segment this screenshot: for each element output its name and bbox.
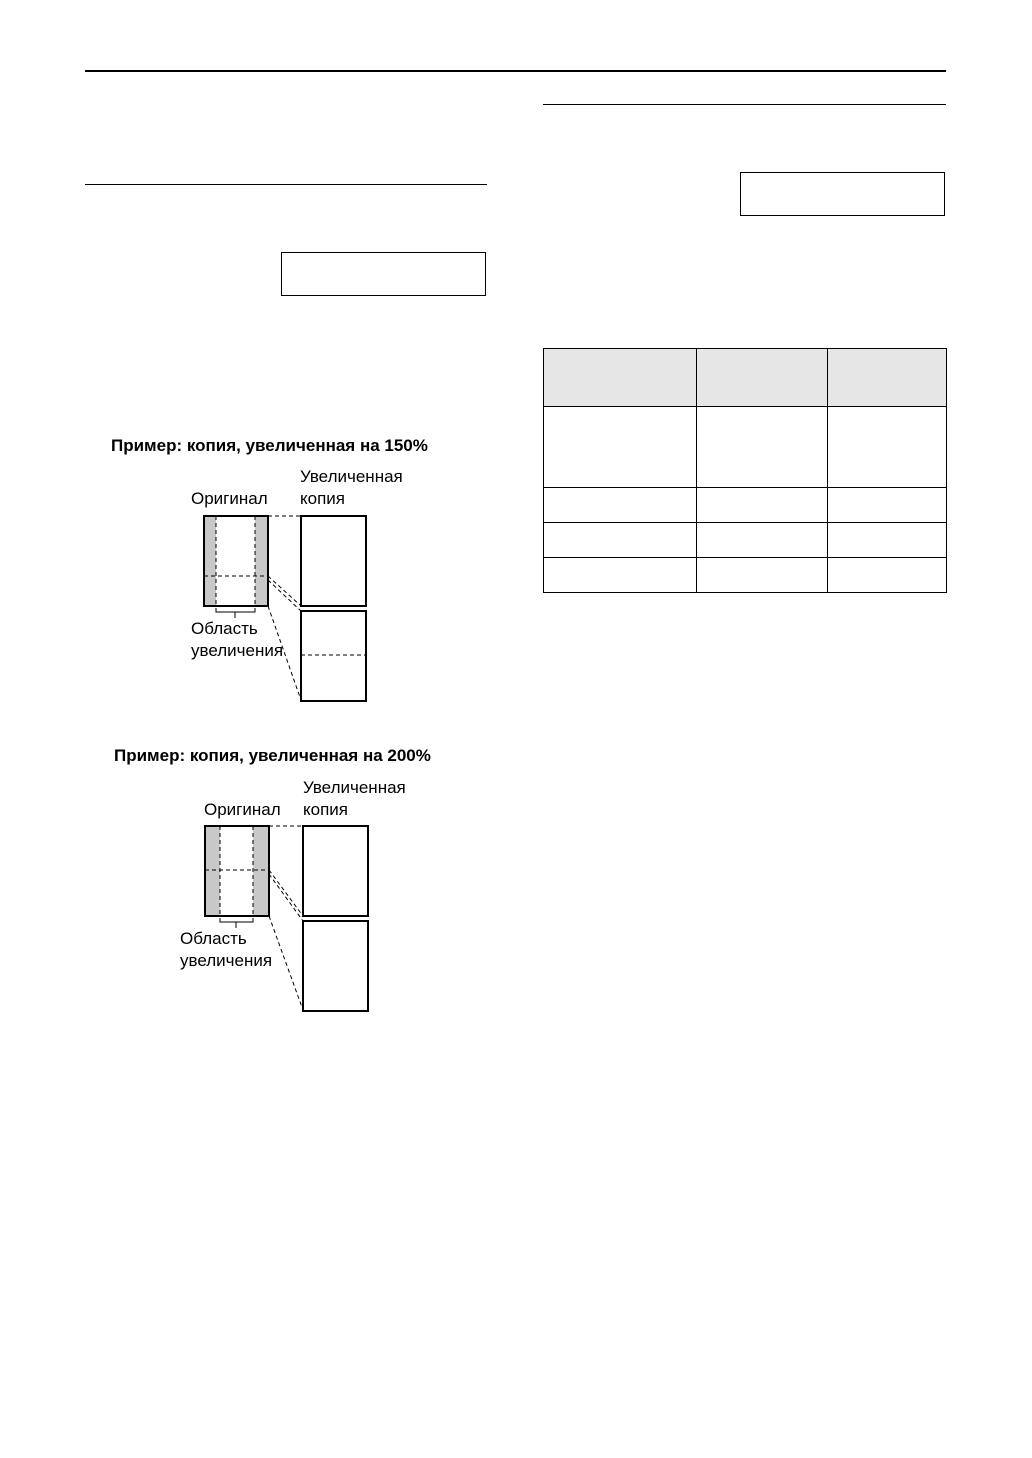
table-cell xyxy=(697,407,828,488)
table-cell xyxy=(544,558,697,593)
table-header-cell xyxy=(828,349,947,407)
original-margin-left-200 xyxy=(206,827,220,915)
example-150-original-label: Оригинал xyxy=(191,489,268,508)
table-cell xyxy=(697,558,828,593)
example-150-caption: Пример: копия, увеличенная на 150% xyxy=(111,436,428,455)
table-row xyxy=(544,407,947,488)
table-row xyxy=(544,488,947,523)
example-150-copy-label-1: Увеличенная xyxy=(300,467,403,486)
table-cell xyxy=(828,488,947,523)
example-200-copy-label-1: Увеличенная xyxy=(303,778,406,797)
table-header-cell xyxy=(544,349,697,407)
table-cell xyxy=(697,488,828,523)
example-200-original-label: Оригинал xyxy=(204,800,281,819)
table-cell xyxy=(828,407,947,488)
table-cell xyxy=(544,407,697,488)
table-row xyxy=(544,558,947,593)
table-cell xyxy=(697,523,828,558)
table-header-row xyxy=(544,349,947,407)
example-150-area-label-1: Область xyxy=(191,619,258,638)
table-cell xyxy=(828,558,947,593)
table-cell xyxy=(544,488,697,523)
example-200-copy-label-2: копия xyxy=(303,800,348,819)
example-200-caption: Пример: копия, увеличенная на 200% xyxy=(114,746,431,765)
example-150-copy-label-2: копия xyxy=(300,489,345,508)
table-cell xyxy=(828,523,947,558)
enlarged-copy-page-2-200 xyxy=(303,921,368,1011)
table-cell xyxy=(544,523,697,558)
example-200-area-label-1: Область xyxy=(180,929,247,948)
example-150-area-label-2: увеличения xyxy=(191,641,284,660)
original-margin-right-200 xyxy=(253,827,268,915)
area-bracket-200 xyxy=(220,918,253,928)
table-row xyxy=(544,523,947,558)
enlarged-copy-page-1-200 xyxy=(303,826,368,916)
example-200-area-label-2: увеличения xyxy=(180,951,273,970)
settings-table xyxy=(543,348,947,593)
table-header-cell xyxy=(697,349,828,407)
